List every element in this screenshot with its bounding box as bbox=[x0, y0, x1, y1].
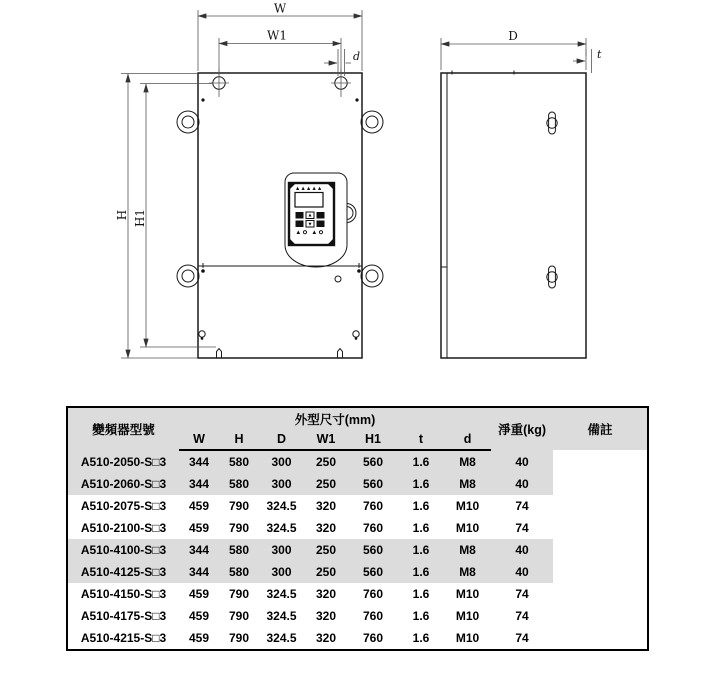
side-view-drawing bbox=[441, 29, 602, 358]
w-cell: 459 bbox=[179, 627, 219, 650]
w-cell: 344 bbox=[179, 473, 219, 495]
weight-cell: 40 bbox=[491, 450, 553, 473]
screw-cell: M10 bbox=[444, 627, 491, 650]
h1-cell: 760 bbox=[348, 605, 398, 627]
header-model: 變頻器型號 bbox=[67, 407, 179, 450]
w-cell: 344 bbox=[179, 450, 219, 473]
model-cell: A510-4100-S□3 bbox=[67, 539, 179, 561]
w1-cell: 250 bbox=[304, 561, 348, 583]
weight-cell: 74 bbox=[491, 605, 553, 627]
col-header-w1: W1 bbox=[304, 429, 348, 450]
d-cell: 300 bbox=[259, 450, 304, 473]
screw-dots bbox=[199, 98, 361, 339]
dim-label-h1: H1 bbox=[133, 208, 147, 228]
screw-cell: M8 bbox=[444, 450, 491, 473]
col-header-d: D bbox=[259, 429, 304, 450]
bottom-keyslot-icon bbox=[217, 349, 343, 359]
h-cell: 790 bbox=[219, 627, 259, 650]
spec-table bbox=[66, 406, 649, 651]
d-cell: 300 bbox=[259, 473, 304, 495]
d-cell: 324.5 bbox=[259, 583, 304, 605]
h-cell: 580 bbox=[219, 473, 259, 495]
screw-cell: M10 bbox=[444, 517, 491, 539]
d-cell: 324.5 bbox=[259, 605, 304, 627]
model-cell: A510-4125-S□3 bbox=[67, 561, 179, 583]
eye-bolt-side-icon bbox=[547, 112, 557, 288]
h-cell: 790 bbox=[219, 517, 259, 539]
w-cell: 459 bbox=[179, 583, 219, 605]
model-cell: A510-2075-S□3 bbox=[67, 495, 179, 517]
d-cell: 324.5 bbox=[259, 517, 304, 539]
screw-cell: M10 bbox=[444, 495, 491, 517]
w1-cell: 250 bbox=[304, 450, 348, 473]
weight-cell: 40 bbox=[491, 561, 553, 583]
weight-cell: 40 bbox=[491, 539, 553, 561]
w-cell: 459 bbox=[179, 517, 219, 539]
weight-cell: 74 bbox=[491, 495, 553, 517]
h1-cell: 560 bbox=[348, 561, 398, 583]
w1-cell: 320 bbox=[304, 583, 348, 605]
t-cell: 1.6 bbox=[398, 539, 444, 561]
w1-cell: 250 bbox=[304, 473, 348, 495]
keypad-panel bbox=[285, 173, 356, 267]
h-cell: 580 bbox=[219, 450, 259, 473]
weight-cell: 74 bbox=[491, 583, 553, 605]
t-cell: 1.6 bbox=[398, 450, 444, 473]
dim-depth bbox=[441, 29, 586, 70]
d-cell: 324.5 bbox=[259, 495, 304, 517]
col-header-h: H bbox=[219, 429, 259, 450]
col-header-t: t bbox=[398, 429, 444, 450]
dim-d bbox=[324, 49, 360, 76]
w1-cell: 320 bbox=[304, 627, 348, 650]
col-header-w: W bbox=[179, 429, 219, 450]
w1-cell: 320 bbox=[304, 517, 348, 539]
col-header-h1: H1 bbox=[348, 429, 398, 450]
h-cell: 790 bbox=[219, 583, 259, 605]
model-cell: A510-4150-S□3 bbox=[67, 583, 179, 605]
screw-cell: M8 bbox=[444, 539, 491, 561]
col-header-screw: d bbox=[444, 429, 491, 450]
w-cell: 344 bbox=[179, 539, 219, 561]
front-view-drawing bbox=[115, 2, 383, 359]
dim-thickness bbox=[573, 48, 602, 73]
screw-cell: M8 bbox=[444, 561, 491, 583]
d-cell: 300 bbox=[259, 539, 304, 561]
weight-cell: 40 bbox=[491, 473, 553, 495]
dim-label-w1: W1 bbox=[267, 28, 287, 43]
spec-table-container bbox=[66, 406, 649, 651]
screw-cell: M10 bbox=[444, 583, 491, 605]
remarks-cell bbox=[553, 450, 648, 650]
h1-cell: 560 bbox=[348, 450, 398, 473]
model-cell: A510-4175-S□3 bbox=[67, 605, 179, 627]
t-cell: 1.6 bbox=[398, 495, 444, 517]
dim-label-thickness: t bbox=[597, 48, 602, 61]
w-cell: 459 bbox=[179, 605, 219, 627]
dim-h bbox=[115, 74, 197, 359]
w-cell: 344 bbox=[179, 561, 219, 583]
lifting-eye-icon bbox=[177, 111, 383, 287]
dim-label-h: H bbox=[115, 209, 129, 221]
h-cell: 580 bbox=[219, 539, 259, 561]
h1-cell: 760 bbox=[348, 495, 398, 517]
h-cell: 580 bbox=[219, 561, 259, 583]
t-cell: 1.6 bbox=[398, 627, 444, 650]
dim-w1 bbox=[219, 29, 341, 76]
model-cell: A510-4215-S□3 bbox=[67, 627, 179, 650]
t-cell: 1.6 bbox=[398, 561, 444, 583]
d-cell: 324.5 bbox=[259, 627, 304, 650]
h1-cell: 560 bbox=[348, 539, 398, 561]
enclosure-side bbox=[441, 73, 586, 358]
weight-cell: 74 bbox=[491, 627, 553, 650]
t-cell: 1.6 bbox=[398, 605, 444, 627]
weight-cell: 74 bbox=[491, 517, 553, 539]
w1-cell: 320 bbox=[304, 495, 348, 517]
table-row bbox=[67, 450, 648, 473]
t-cell: 1.6 bbox=[398, 583, 444, 605]
w-cell: 459 bbox=[179, 495, 219, 517]
h-cell: 790 bbox=[219, 605, 259, 627]
screw-cell: M8 bbox=[444, 473, 491, 495]
t-cell: 1.6 bbox=[398, 517, 444, 539]
t-cell: 1.6 bbox=[398, 473, 444, 495]
d-cell: 300 bbox=[259, 561, 304, 583]
h-cell: 790 bbox=[219, 495, 259, 517]
h1-cell: 760 bbox=[348, 517, 398, 539]
dim-label-w: W bbox=[273, 1, 287, 16]
enclosure-front bbox=[198, 73, 362, 358]
model-cell: A510-2100-S□3 bbox=[67, 517, 179, 539]
header-remarks: 備註 bbox=[553, 407, 648, 450]
h1-cell: 560 bbox=[348, 473, 398, 495]
lcd-display bbox=[295, 193, 323, 208]
w1-cell: 250 bbox=[304, 539, 348, 561]
screw-cell: M10 bbox=[444, 605, 491, 627]
h1-cell: 760 bbox=[348, 583, 398, 605]
model-cell: A510-2050-S□3 bbox=[67, 450, 179, 473]
header-dims-group: 外型尺寸(mm) bbox=[179, 407, 491, 429]
dim-h1 bbox=[133, 84, 216, 348]
model-cell: A510-2060-S□3 bbox=[67, 473, 179, 495]
header-weight: 淨重(kg) bbox=[491, 407, 553, 450]
h1-cell: 760 bbox=[348, 627, 398, 650]
dim-label-depth: D bbox=[508, 29, 518, 43]
w1-cell: 320 bbox=[304, 605, 348, 627]
dim-label-d: d bbox=[353, 50, 361, 63]
